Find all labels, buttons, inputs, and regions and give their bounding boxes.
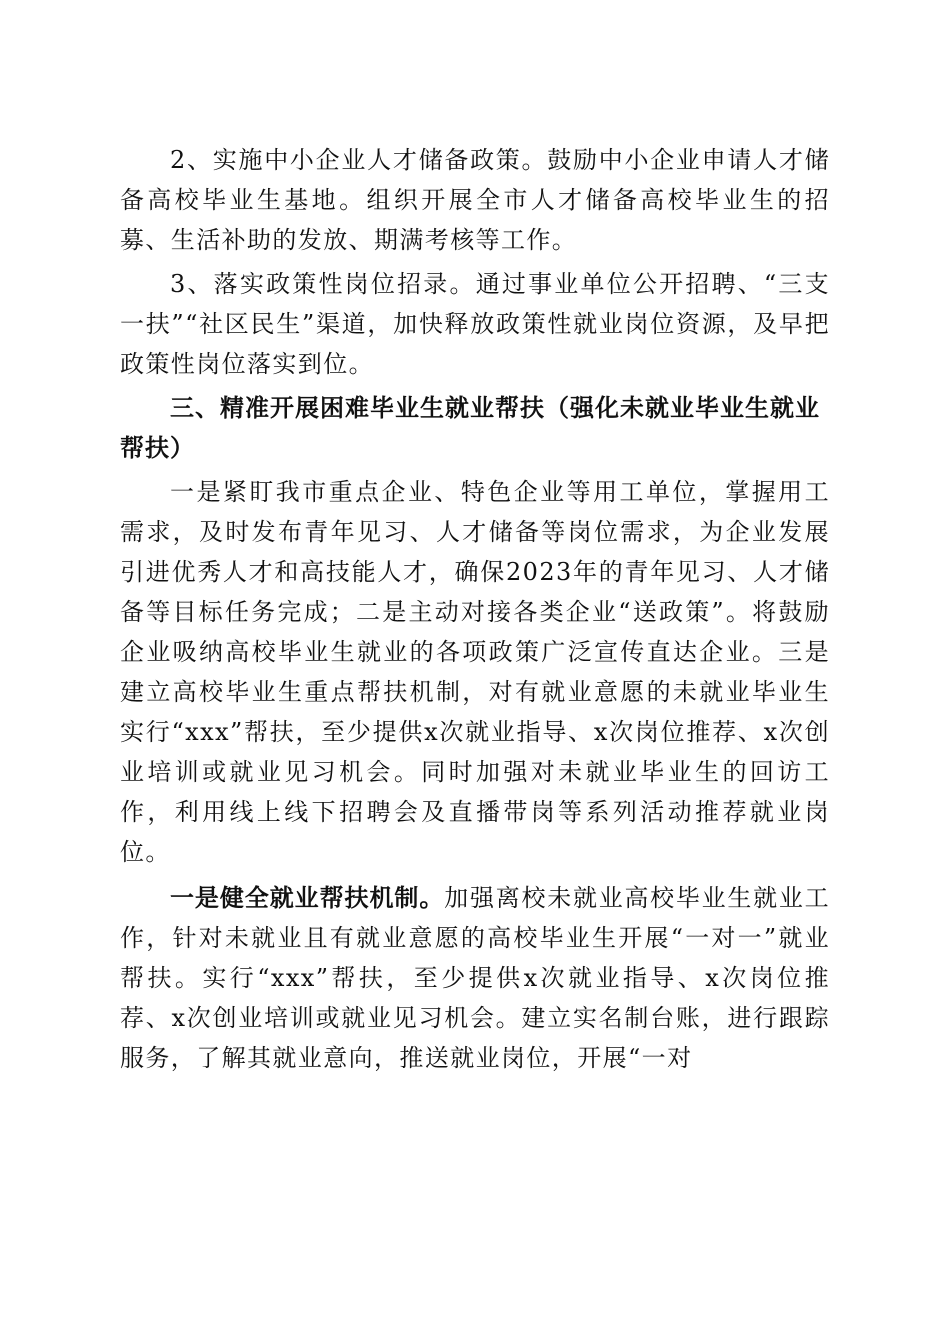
paragraph-lead-bold: 一是健全就业帮扶机制。 bbox=[170, 884, 445, 912]
paragraph-body-text: 加强离校未就业高校毕业生就业工作，针对未就业且有就业意愿的高校毕业生开展“一对一”就业帮扶。实行“xxx”帮扶，至少提供x次就业指导、x次岗位推荐、x次创业培训或就业见习机会。建立实名制台账，进行跟踪服务，了解其就业意向，推送就业岗位，开展“一对 bbox=[120, 884, 830, 1072]
document-body bbox=[120, 140, 830, 1078]
section-heading-3: 三、精准开展困难毕业生就业帮扶（强化未就业毕业生就业帮扶） bbox=[120, 394, 820, 462]
paragraph-employment-assistance: 一是紧盯我市重点企业、特色企业等用工单位，掌握用工需求，及时发布青年见习、人才储备等岗位需求，为企业发展引进优秀人才和高技能人才，确保2023年的青年见习、人才储备等目标任务完成；二是主动对接各类企业“送政策”。将鼓励企业吸纳高校毕业生就业的各项政策广泛宣传直达企业。三是建立高校毕业生重点帮扶机制，对有就业意愿的未就业毕业生实行“xxx”帮扶，至少提供x次就业指导、x次岗位推荐、x次创业培训或就业见习机会。同时加强对未就业毕业生的回访工作，利用线上线下招聘会及直播带岗等系列活动推荐就业岗位。 bbox=[120, 478, 830, 866]
paragraph-policy-posts: 3、落实政策性岗位招录。通过事业单位公开招聘、“三支一扶”“社区民生”渠道，加快释放政策性就业岗位资源，及早把政策性岗位落实到位。 bbox=[120, 270, 830, 378]
paragraph-assistance-mechanism bbox=[120, 878, 830, 1078]
paragraph-talent-reserve-policy: 2、实施中小企业人才储备政策。鼓励中小企业申请人才储备高校毕业生基地。组织开展全市人才储备高校毕业生的招募、生活补助的发放、期满考核等工作。 bbox=[120, 146, 830, 254]
